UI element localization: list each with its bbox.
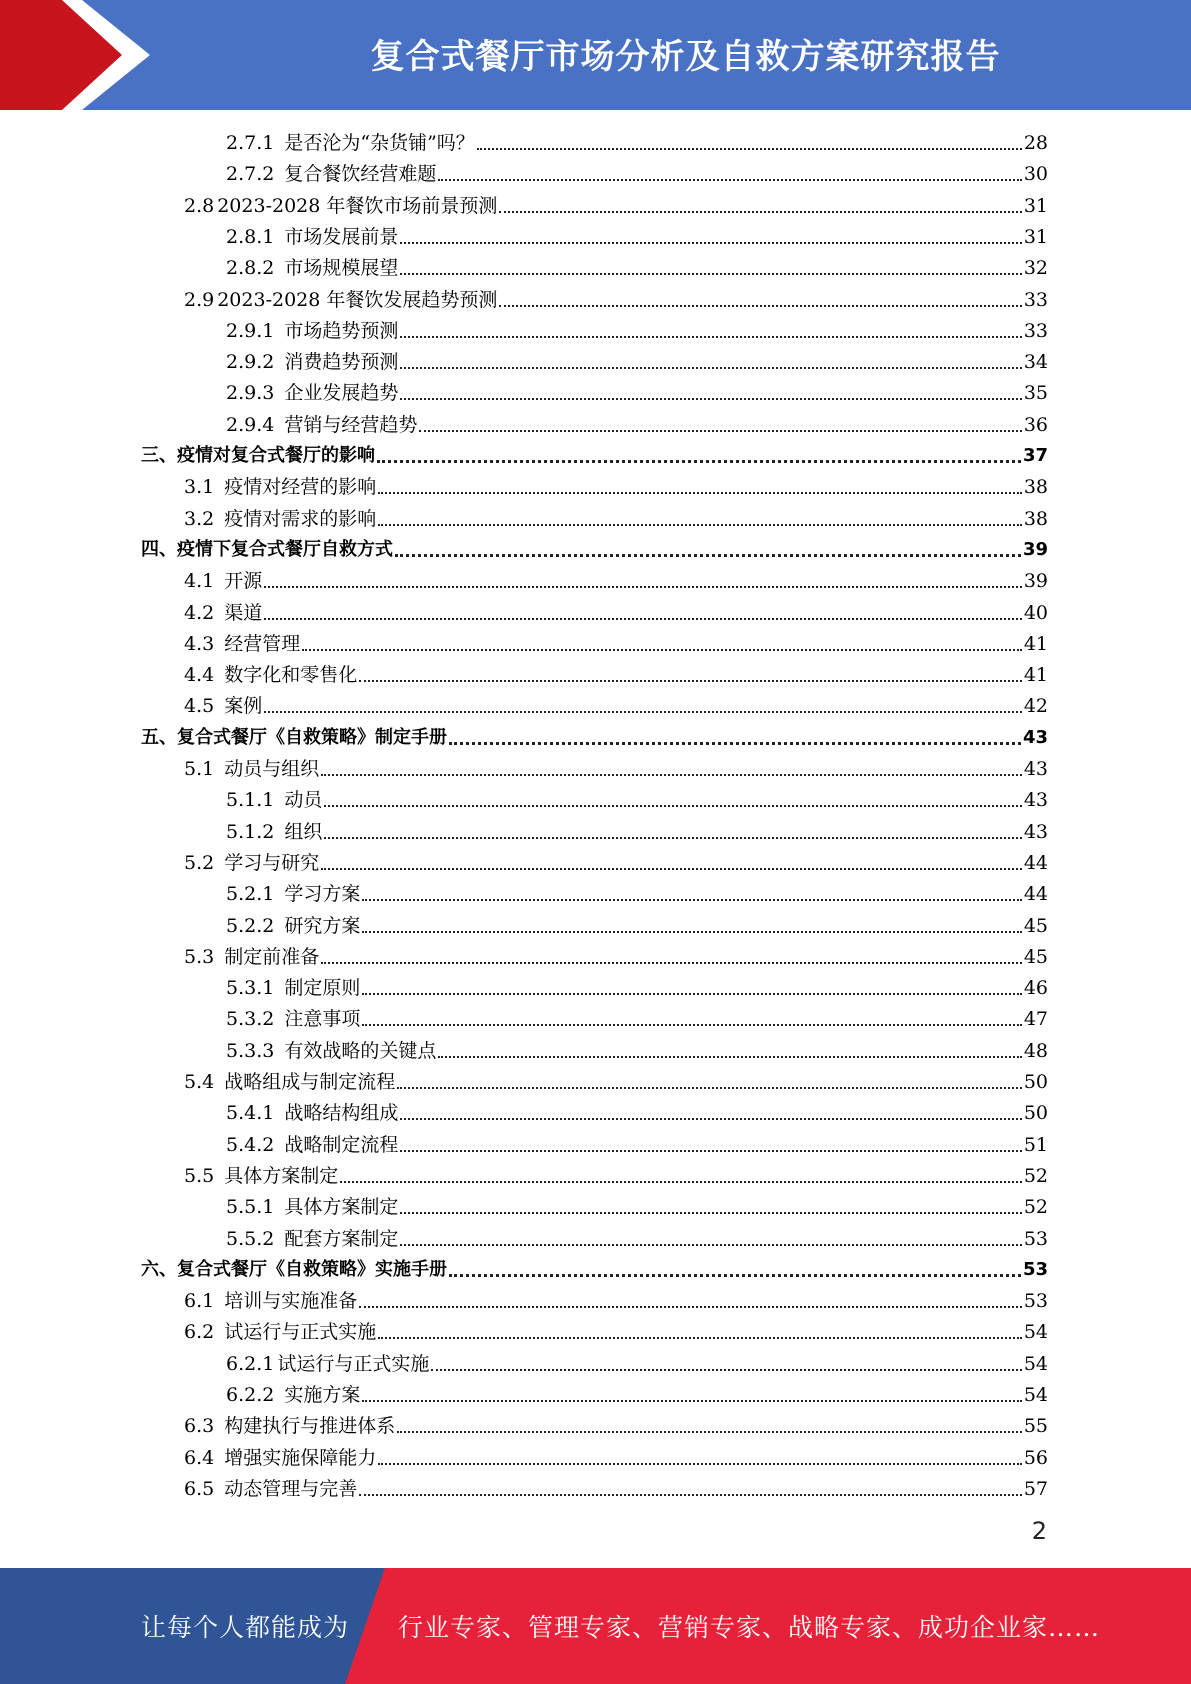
toc-dot-leader — [264, 618, 1022, 620]
toc-entry-number: 5.3.1 — [226, 977, 275, 1000]
toc-dot-leader — [378, 1463, 1022, 1465]
toc-entry-page: 37 — [1022, 445, 1048, 466]
toc-entry-title: 市场发展前景 — [284, 225, 399, 248]
toc-entry[interactable] — [226, 973, 1048, 1003]
toc-entry[interactable] — [226, 817, 1048, 847]
toc-dot-leader — [499, 211, 1021, 213]
toc-entry-title: 市场规模展望 — [284, 257, 399, 280]
toc-entry-number: 5.4.1 — [226, 1102, 275, 1125]
toc-entry-title: 构建执行与推进体系 — [224, 1415, 396, 1438]
toc-entry-title: 案例 — [224, 695, 263, 718]
toc-entry-number: 2.7.2 — [226, 163, 275, 186]
toc-entry-page: 48 — [1023, 1039, 1048, 1062]
toc-entry-number: 4.5 — [184, 695, 215, 718]
toc-entry-number: 6.5 — [184, 1477, 215, 1500]
toc-entry-number: 4.1 — [184, 570, 215, 593]
toc-entry-title: 配套方案制定 — [284, 1227, 399, 1250]
toc-entry-title: 渠道 — [224, 601, 263, 624]
toc-entry-page: 54 — [1023, 1352, 1048, 1375]
toc-entry[interactable] — [184, 472, 1048, 502]
toc-entry-page: 28 — [1023, 132, 1048, 154]
page-footer — [0, 1568, 1191, 1684]
toc-entry-number: 2.9.1 — [226, 319, 275, 342]
toc-entry-page: 44 — [1023, 851, 1048, 874]
toc-dot-leader — [362, 1400, 1021, 1402]
toc-dot-leader — [324, 837, 1021, 839]
toc-entry-title: 有效战略的关键点 — [284, 1039, 437, 1062]
toc-dot-leader — [449, 742, 1021, 745]
toc-entry-number: 2.9.3 — [226, 382, 275, 405]
toc-dot-leader — [362, 993, 1021, 995]
toc-dot-leader — [400, 367, 1021, 369]
toc-entry[interactable] — [226, 785, 1048, 815]
toc-entry-number: 5.4.2 — [226, 1133, 275, 1156]
toc-entry[interactable] — [226, 222, 1048, 252]
toc-dot-leader — [400, 1118, 1021, 1120]
toc-entry-title: 具体方案制定 — [284, 1196, 399, 1219]
toc-entry-page: 53 — [1022, 1258, 1048, 1280]
toc-entry-page: 33 — [1023, 288, 1048, 311]
toc-entry-number: 5.3.3 — [226, 1039, 275, 1062]
toc-entry-page: 54 — [1023, 1384, 1048, 1406]
toc-entry[interactable] — [184, 566, 1048, 596]
toc-entry-title: 疫情对需求的影响 — [224, 507, 377, 530]
toc-entry-page: 39 — [1023, 570, 1048, 593]
toc-entry-number: 5.2.1 — [226, 883, 275, 906]
toc-dot-leader — [362, 899, 1021, 901]
toc-entry-number: 6.2 — [184, 1321, 215, 1344]
toc-entry[interactable] — [184, 1443, 1048, 1473]
toc-dot-leader — [395, 554, 1021, 557]
toc-entry-title: 疫情对经营的影响 — [224, 476, 377, 499]
toc-entry-page: 40 — [1023, 601, 1048, 624]
toc-entry-number: 2.8 — [184, 194, 215, 217]
toc-entry[interactable] — [184, 629, 1048, 659]
toc-dot-leader — [359, 1494, 1022, 1496]
toc-entry-title: 是否沦为“杂货铺”吗？ — [284, 132, 475, 154]
toc-entry[interactable] — [226, 1224, 1048, 1254]
toc-entry-title: 动员 — [284, 789, 323, 812]
toc-entry-page: 30 — [1023, 163, 1048, 186]
toc-entry-page: 45 — [1023, 945, 1048, 968]
toc-dot-leader — [302, 649, 1022, 651]
toc-entry-number: 5.5.2 — [226, 1227, 275, 1250]
page-number: 2 — [1031, 1517, 1047, 1545]
toc-dot-leader — [438, 1056, 1021, 1058]
toc-entry-number: 三、 — [141, 445, 177, 466]
toc-entry[interactable] — [226, 378, 1048, 408]
toc-entry-number: 5.5.1 — [226, 1196, 275, 1219]
toc-entry-number: 2.9 — [184, 288, 215, 311]
toc-entry-number: 5.2.2 — [226, 914, 275, 937]
toc-entry-page: 53 — [1023, 1227, 1048, 1250]
toc-entry-title: 经营管理 — [224, 632, 301, 655]
toc-entry-title: 战略制定流程 — [284, 1133, 399, 1156]
toc-entry[interactable] — [226, 128, 1048, 158]
toc-entry-page: 54 — [1023, 1321, 1048, 1344]
toc-entry[interactable] — [226, 1004, 1048, 1034]
toc-dot-leader — [499, 305, 1021, 307]
toc-entry-number: 5.1.2 — [226, 820, 275, 843]
toc-entry-title: 增强实施保障能力 — [224, 1446, 377, 1469]
toc-entry-title: 试运行与正式实施 — [277, 1352, 430, 1375]
toc-entry[interactable] — [226, 410, 1048, 440]
toc-entry[interactable] — [226, 1130, 1048, 1160]
toc-entry[interactable] — [226, 1192, 1048, 1222]
toc-entry-title: 制定原则 — [284, 977, 361, 1000]
toc-entry-title: 组织 — [284, 820, 323, 843]
toc-dot-leader — [477, 148, 1022, 150]
toc-entry[interactable] — [226, 347, 1048, 377]
toc-dot-leader — [419, 430, 1021, 432]
toc-entry[interactable] — [184, 848, 1048, 878]
toc-entry[interactable] — [226, 1380, 1048, 1410]
toc-entry-title: 市场趋势预测 — [284, 319, 399, 342]
toc-entry-title: 注意事项 — [284, 1008, 361, 1031]
toc-dot-leader — [359, 680, 1022, 682]
toc-dot-leader — [378, 492, 1022, 494]
toc-dot-leader — [400, 1244, 1021, 1246]
toc-entry-title: 疫情对复合式餐厅的影响 — [177, 445, 375, 466]
toc-entry-page: 31 — [1023, 194, 1048, 217]
toc-entry-title: 2023-2028 年餐饮发展趋势预测 — [217, 288, 498, 311]
toc-entry-page: 34 — [1023, 351, 1048, 374]
toc-dot-leader — [400, 398, 1021, 400]
toc-dot-leader — [321, 962, 1022, 964]
toc-entry-number: 2.8.2 — [226, 257, 275, 280]
toc-dot-leader — [321, 868, 1022, 870]
toc-entry-number: 六、 — [141, 1258, 177, 1280]
toc-entry-number: 5.2 — [184, 851, 215, 874]
toc-dot-leader — [362, 1024, 1021, 1026]
toc-dot-leader — [340, 1181, 1022, 1183]
toc-dot-leader — [449, 1274, 1021, 1277]
toc-entry[interactable] — [184, 1317, 1048, 1347]
footer-slogan-left: 让每个人都能成为 — [141, 1613, 350, 1642]
toc-entry-number: 4.4 — [184, 664, 215, 687]
toc-dot-leader — [378, 524, 1022, 526]
toc-entry[interactable] — [184, 660, 1048, 690]
toc-entry-title: 动态管理与完善 — [224, 1477, 358, 1500]
toc-dot-leader — [362, 931, 1021, 933]
toc-entry-page: 43 — [1023, 820, 1048, 843]
toc-entry-number: 5.4 — [184, 1071, 215, 1093]
toc-entry-number: 2.9.2 — [226, 351, 275, 374]
toc-entry[interactable] — [184, 1411, 1048, 1441]
toc-entry-page: 50 — [1023, 1071, 1048, 1093]
toc-entry-title: 动员与组织 — [224, 758, 320, 780]
toc-entry[interactable] — [184, 1286, 1048, 1316]
toc-entry-title: 研究方案 — [284, 914, 361, 937]
toc-entry-page: 43 — [1022, 726, 1048, 748]
toc-entry-title: 试运行与正式实施 — [224, 1321, 377, 1344]
toc-dot-leader — [324, 805, 1021, 807]
toc-entry-title: 企业发展趋势 — [284, 382, 399, 405]
toc-entry-page: 32 — [1023, 257, 1048, 280]
toc-entry-number: 5.3.2 — [226, 1008, 275, 1031]
toc-entry-number: 2.8.1 — [226, 225, 275, 248]
toc-entry-number: 6.2.1 — [226, 1352, 275, 1375]
toc-entry[interactable] — [184, 1161, 1048, 1191]
toc-entry[interactable] — [226, 159, 1048, 189]
toc-entry-page: 38 — [1023, 476, 1048, 499]
toc-entry-title: 制定前准备 — [224, 945, 320, 968]
toc-entry-page: 35 — [1023, 382, 1048, 405]
toc-entry-page: 38 — [1023, 507, 1048, 530]
toc-entry-title: 战略结构组成 — [284, 1102, 399, 1125]
toc-entry-number: 2.7.1 — [226, 132, 275, 154]
toc-entry-title: 战略组成与制定流程 — [224, 1071, 396, 1093]
toc-entry[interactable] — [226, 1098, 1048, 1128]
toc-entry-page: 51 — [1023, 1133, 1048, 1156]
toc-entry-number: 6.2.2 — [226, 1384, 275, 1406]
toc-entry-page: 33 — [1023, 319, 1048, 342]
toc-dot-leader — [400, 273, 1021, 275]
toc-dot-leader — [438, 179, 1021, 181]
toc-entry-title: 开源 — [224, 570, 263, 593]
toc-dot-leader — [400, 1212, 1021, 1214]
toc-entry-page: 46 — [1023, 977, 1048, 1000]
footer-slogan-right: 行业专家、管理专家、营销专家、战略专家、成功企业家…… — [398, 1613, 1101, 1642]
toc-entry-title: 消费趋势预测 — [284, 351, 399, 374]
toc-entry-title: 学习方案 — [284, 883, 361, 906]
toc-dot-leader — [431, 1369, 1021, 1371]
toc-entry-number: 四、 — [141, 538, 177, 560]
toc-entry-page: 44 — [1023, 883, 1048, 906]
toc-dot-leader — [264, 711, 1022, 713]
toc-entry[interactable] — [184, 598, 1048, 628]
toc-entry-page: 41 — [1023, 664, 1048, 687]
toc-entry-page: 57 — [1023, 1477, 1048, 1500]
toc-entry[interactable] — [184, 285, 1048, 315]
toc-dot-leader — [359, 1306, 1022, 1308]
toc-entry-page: 55 — [1023, 1415, 1048, 1438]
toc-entry[interactable] — [184, 1067, 1048, 1097]
toc-dot-leader — [321, 774, 1022, 776]
toc-entry-number: 5.3 — [184, 945, 215, 968]
toc-entry-number: 2.9.4 — [226, 413, 275, 436]
page-header — [0, 0, 1191, 110]
toc-entry-title: 疫情下复合式餐厅自救方式 — [177, 538, 393, 560]
toc-entry-title: 学习与研究 — [224, 851, 320, 874]
toc-entry-number: 5.1.1 — [226, 789, 275, 812]
toc-entry[interactable] — [184, 754, 1048, 784]
chevron-arrow-icon — [0, 0, 200, 110]
toc-dot-leader — [400, 1150, 1021, 1152]
toc-entry-page: 42 — [1023, 695, 1048, 718]
toc-dot-leader — [400, 336, 1021, 338]
toc-entry-number: 4.3 — [184, 632, 215, 655]
toc-dot-leader — [377, 460, 1021, 463]
toc-entry[interactable] — [141, 441, 1048, 471]
toc-entry[interactable] — [226, 1036, 1048, 1066]
toc-entry-number: 6.4 — [184, 1446, 215, 1469]
report-title: 复合式餐厅市场分析及自救方案研究报告 — [370, 36, 1001, 77]
toc-entry-number: 6.3 — [184, 1415, 215, 1438]
toc-entry[interactable] — [141, 535, 1048, 565]
toc-entry-page: 41 — [1023, 632, 1048, 655]
toc-entry[interactable] — [184, 504, 1048, 534]
toc-entry-title: 复合餐饮经营难题 — [284, 163, 437, 186]
toc-entry-page: 36 — [1023, 413, 1048, 436]
toc-entry-page: 31 — [1023, 225, 1048, 248]
toc-entry[interactable] — [184, 191, 1048, 221]
toc-entry-title: 培训与实施准备 — [224, 1290, 358, 1313]
toc-entry[interactable] — [226, 911, 1048, 941]
toc-entry-page: 45 — [1023, 914, 1048, 937]
toc-dot-leader — [378, 1337, 1022, 1339]
toc-entry[interactable] — [226, 316, 1048, 346]
toc-entry-page: 39 — [1022, 538, 1048, 560]
toc-entry-title: 2023-2028 年餐饮市场前景预测 — [217, 194, 498, 217]
toc-entry-title: 复合式餐厅《自救策略》制定手册 — [177, 726, 447, 748]
toc-entry[interactable] — [226, 253, 1048, 283]
toc-entry-number: 五、 — [141, 726, 177, 748]
toc-dot-leader — [397, 1431, 1022, 1433]
toc-entry-title: 复合式餐厅《自救策略》实施手册 — [177, 1258, 447, 1280]
toc-entry-page: 52 — [1023, 1164, 1048, 1187]
toc-entry-number: 3.1 — [184, 476, 215, 499]
toc-entry-title: 营销与经营趋势 — [284, 413, 418, 436]
toc-entry-page: 53 — [1023, 1290, 1048, 1313]
toc-entry-title: 具体方案制定 — [224, 1164, 339, 1187]
toc-dot-leader — [400, 242, 1021, 244]
toc-entry-number: 5.5 — [184, 1164, 215, 1187]
toc-entry[interactable] — [184, 1474, 1048, 1504]
toc-entry-page: 50 — [1023, 1102, 1048, 1125]
toc-entry-title: 实施方案 — [284, 1384, 361, 1406]
toc-entry-page: 43 — [1023, 758, 1048, 780]
toc-entry-number: 5.1 — [184, 758, 215, 780]
toc-entry-page: 56 — [1023, 1446, 1048, 1469]
toc-entry[interactable] — [141, 723, 1048, 753]
toc-entry-page: 47 — [1023, 1008, 1048, 1031]
toc-dot-leader — [397, 1087, 1022, 1089]
toc-entry[interactable] — [226, 879, 1048, 909]
toc-entry-title: 数字化和零售化 — [224, 664, 358, 687]
toc-entry-number: 4.2 — [184, 601, 215, 624]
toc-entry[interactable] — [226, 1349, 1048, 1379]
toc-entry-page: 52 — [1023, 1196, 1048, 1219]
toc-dot-leader — [264, 586, 1022, 588]
toc-entry-number: 3.2 — [184, 507, 215, 530]
toc-entry-page: 43 — [1023, 789, 1048, 812]
toc-entry[interactable] — [184, 942, 1048, 972]
toc-entry[interactable] — [184, 691, 1048, 721]
toc-entry[interactable] — [141, 1255, 1048, 1285]
toc-entry-number: 6.1 — [184, 1290, 215, 1313]
